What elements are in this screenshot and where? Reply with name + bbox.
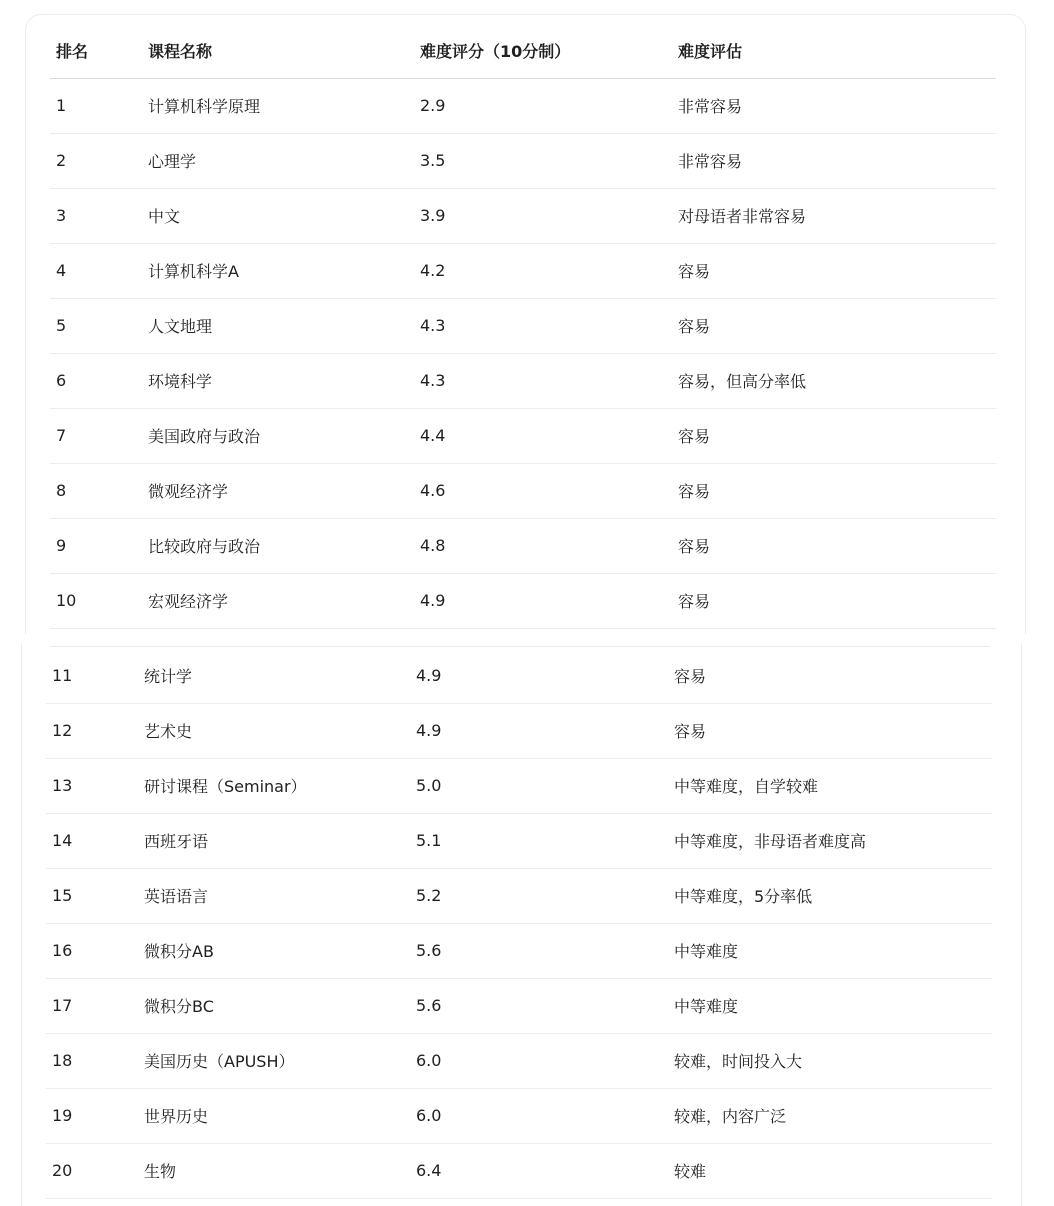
cell-assessment: 中等难度，非母语者难度高: [668, 813, 992, 868]
table-row: [50, 298, 996, 353]
cell-rank: 16: [46, 923, 138, 978]
divider: [50, 646, 990, 647]
cell-rank: 15: [46, 868, 138, 923]
cell-assessment: 容易: [672, 408, 996, 463]
difficulty-table: [50, 24, 996, 629]
cell-rank: 5: [50, 298, 142, 353]
table-row: [50, 78, 996, 133]
cell-course-name: 微积分BC: [138, 978, 410, 1033]
table-row: [46, 1143, 992, 1198]
table-row: [50, 188, 996, 243]
cell-course-name: 美国历史（APUSH）: [138, 1033, 410, 1088]
cell-score: 4.9: [414, 573, 672, 628]
table-row: [50, 133, 996, 188]
cell-assessment: 容易，但高分率低: [672, 353, 996, 408]
cell-course-name: 微积分AB: [138, 923, 410, 978]
cell-score: 4.8: [414, 518, 672, 573]
cell-course-name: 世界历史: [138, 1088, 410, 1143]
cell-assessment: 中等难度，5分率低: [668, 868, 992, 923]
table-row: [46, 758, 992, 813]
cell-score: 3.5: [414, 133, 672, 188]
cell-score: 2.9: [414, 78, 672, 133]
cell-score: 4.9: [410, 703, 668, 758]
cell-score: 4.3: [414, 353, 672, 408]
cell-rank: 1: [50, 78, 142, 133]
cell-assessment: 中等难度: [668, 923, 992, 978]
cell-assessment: 容易: [672, 298, 996, 353]
cell-assessment: 较难，时间投入大: [668, 1033, 992, 1088]
cell-course-name: 中文: [142, 188, 414, 243]
header-course-name: 课程名称: [142, 24, 414, 78]
table-row: [46, 1033, 992, 1088]
cell-course-name: 英语语言: [138, 868, 410, 923]
table-row: [50, 408, 996, 463]
cell-course-name: 计算机科学A: [142, 243, 414, 298]
cell-rank: 2: [50, 133, 142, 188]
cell-course-name: 研讨课程（Seminar）: [138, 758, 410, 813]
cell-course-name: 美国政府与政治: [142, 408, 414, 463]
cell-course-name: 计算机科学原理: [142, 78, 414, 133]
cell-assessment: 容易: [668, 703, 992, 758]
cell-rank: 20: [46, 1143, 138, 1198]
cell-score: 4.3: [414, 298, 672, 353]
cell-score: 5.6: [410, 923, 668, 978]
table-row: [46, 1088, 992, 1143]
table-row: [46, 648, 992, 703]
cell-rank: 14: [46, 813, 138, 868]
table-row: [50, 518, 996, 573]
cell-assessment: 非常容易: [672, 133, 996, 188]
cell-assessment: 容易: [668, 648, 992, 703]
cell-assessment: 中等难度: [668, 978, 992, 1033]
cell-course-name: 比较政府与政治: [142, 518, 414, 573]
cell-score: 4.6: [414, 463, 672, 518]
header-difficulty-score: 难度评分（10分制）: [414, 24, 672, 78]
table-row: [46, 868, 992, 923]
cell-score: 5.6: [410, 978, 668, 1033]
cell-rank: 12: [46, 703, 138, 758]
cell-assessment: 容易: [672, 518, 996, 573]
cell-course-name: 环境科学: [142, 353, 414, 408]
cell-score: 4.9: [410, 648, 668, 703]
header-rank: 排名: [50, 24, 142, 78]
cell-rank: 11: [46, 648, 138, 703]
table-row: [50, 243, 996, 298]
cell-score: 4.4: [414, 408, 672, 463]
table-row: [46, 978, 992, 1033]
cell-assessment: 容易: [672, 463, 996, 518]
cell-assessment: 对母语者非常容易: [672, 188, 996, 243]
cell-course-name: 生物: [138, 1143, 410, 1198]
cell-score: 5.2: [410, 868, 668, 923]
cell-course-name: 艺术史: [138, 703, 410, 758]
cell-course-name: 人文地理: [142, 298, 414, 353]
cell-score: 5.0: [410, 758, 668, 813]
cell-rank: 18: [46, 1033, 138, 1088]
table-row: [50, 463, 996, 518]
cell-score: 6.4: [410, 1143, 668, 1198]
table-row: [50, 353, 996, 408]
cell-rank: 7: [50, 408, 142, 463]
cell-rank: 6: [50, 353, 142, 408]
table-header-row: [50, 24, 996, 78]
cell-score: 5.1: [410, 813, 668, 868]
cell-course-name: 宏观经济学: [142, 573, 414, 628]
header-difficulty-assessment: 难度评估: [672, 24, 996, 78]
table-row: [46, 703, 992, 758]
cell-course-name: 微观经济学: [142, 463, 414, 518]
table-row: [50, 573, 996, 628]
cell-assessment: 较难，内容广泛: [668, 1088, 992, 1143]
cell-assessment: 容易: [672, 243, 996, 298]
table-row: [46, 923, 992, 978]
cell-assessment: 非常容易: [672, 78, 996, 133]
cell-rank: 19: [46, 1088, 138, 1143]
difficulty-table-continued: [46, 648, 992, 1199]
cell-course-name: 统计学: [138, 648, 410, 703]
cell-rank: 8: [50, 463, 142, 518]
cell-score: 4.2: [414, 243, 672, 298]
cell-rank: 9: [50, 518, 142, 573]
cell-assessment: 较难: [668, 1143, 992, 1198]
cell-course-name: 西班牙语: [138, 813, 410, 868]
cell-score: 6.0: [410, 1088, 668, 1143]
cell-rank: 4: [50, 243, 142, 298]
table-row: [46, 813, 992, 868]
cell-score: 3.9: [414, 188, 672, 243]
cell-score: 6.0: [410, 1033, 668, 1088]
cell-rank: 3: [50, 188, 142, 243]
cell-rank: 13: [46, 758, 138, 813]
cell-assessment: 容易: [672, 573, 996, 628]
cell-course-name: 心理学: [142, 133, 414, 188]
cell-rank: 10: [50, 573, 142, 628]
cell-assessment: 中等难度，自学较难: [668, 758, 992, 813]
cell-rank: 17: [46, 978, 138, 1033]
